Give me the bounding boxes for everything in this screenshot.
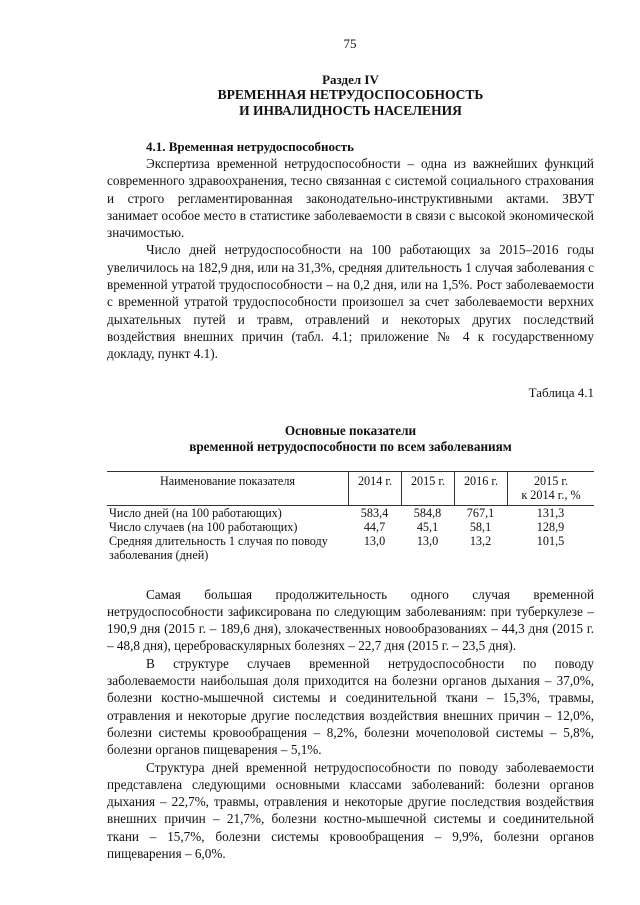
section-title-line-2: И ИНВАЛИДНОСТЬ НАСЕЛЕНИЯ	[239, 103, 462, 118]
table-cell: 13,0	[363, 533, 386, 548]
table-header-cell	[507, 471, 594, 506]
table-cell: 101,5	[536, 533, 565, 548]
table-header-cell: 2016 г.	[454, 471, 507, 506]
table-cell: 131,3	[536, 505, 565, 520]
subsection-title: 4.1. Временная нетрудоспособность	[146, 139, 354, 154]
table-title-line-1: Основные показатели	[284, 422, 417, 438]
table-cell: Число случаев (на 100 работающих)	[109, 519, 298, 534]
table-cell: 45,1	[416, 519, 439, 534]
section-label: Раздел IV	[322, 72, 379, 87]
table-row	[107, 534, 594, 562]
table-title-line-2: временной нетрудоспособности по всем заболеваниям	[189, 438, 512, 454]
table-header-line: к 2014 г., %	[521, 487, 581, 502]
indicators-table	[107, 471, 594, 562]
table-cell: 584,8	[413, 505, 442, 520]
table-cell: 44,7	[363, 519, 386, 534]
table-cell: 767,1	[466, 505, 495, 520]
table-header-cell: Наименование показателя	[107, 471, 348, 506]
table-cell: 583,4	[360, 505, 389, 520]
paragraph: Экспертиза временной нетрудоспособности – одна из важнейших функций современного здравоохранения, тесно связанная с системой социального страхования и строго регламентированная законодательно-инструктивными актами. ЗВУТ занимает особое место в статистике заболеваемости в связи с высокой экономической значимостью.	[107, 156, 594, 241]
table-cell: Число дней (на 100 работающих)	[109, 505, 282, 520]
table-cell: Средняя длительность 1 случая по поводу заболевания (дней)	[109, 533, 328, 562]
document-page	[107, 36, 594, 862]
table-header-row	[107, 471, 594, 506]
paragraph: В структуре случаев временной нетрудоспособности по поводу заболеваемости наибольшая доля приходится на болезни органов дыхания – 37,0%, болезни костно-мышечной системы и соединительной ткани – 15,3%, травмы, отравления и некоторые другие последствия воздействия внешних причин – 12,0%, болезни системы кровообращения – 8,2%, болезни мочеполовой системы – 5,8%, болезни органов пищеварения – 5,1%.	[107, 655, 594, 758]
paragraph: Структура дней временной нетрудоспособности по поводу заболеваемости представлена следующими основными классами заболеваний: болезни органов дыхания – 22,7%, травмы, отравления и некоторые другие последствия воздействия внешних причин – 21,7%, болезни костно-мышечной системы и соединительной ткани – 15,7%, болезни системы кровообращения – 9,9%, болезни органов пищеварения – 6,0%.	[107, 759, 594, 862]
text-after-table	[107, 586, 594, 863]
section-title-line-1: ВРЕМЕННАЯ НЕТРУДОСПОСОБНОСТЬ	[217, 87, 484, 102]
paragraph: Самая большая продолжительность одного случая временной нетрудоспособности зафиксирована по следующим заболеваниям: при туберкулезе – 190,9 дня (2015 г. – 189,6 дня), злокачественных новообразованиях – 44,3 дня (2015 г. – 48,8 дня), цереброваскулярных болезнях – 22,7 дня (2015 г. – 23,5 дня).	[107, 586, 594, 654]
table-header-cell: 2015 г.	[401, 471, 454, 506]
paragraph: Число дней нетрудоспособности на 100 работающих за 2015–2016 годы увеличилось на 182,9 дня, или на 31,3%, средняя длительность 1 случая заболевания с временной утратой трудоспособности – на 0,2 дня, или на 1,5%. Рост заболеваемости с временной утратой трудоспособности произошел за счет заболеваемости верхних дыхательных путей и травм, отравлений и некоторых других последствий воздействия внешних причин (табл. 4.1; приложение № 4 к государственному докладу, пункт 4.1).	[107, 242, 594, 362]
table-cell: 58,1	[469, 519, 492, 534]
table-title	[107, 423, 594, 455]
table-row	[107, 520, 594, 534]
table-row	[107, 506, 594, 520]
table-header-line: 2015 г.	[533, 473, 569, 488]
table-label: Таблица 4.1	[528, 384, 594, 400]
table-cell: 128,9	[536, 519, 565, 534]
table-cell: 13,0	[416, 533, 439, 548]
table-header-cell: 2014 г.	[348, 471, 401, 506]
section-title	[107, 87, 594, 119]
page-number: 75	[343, 36, 357, 51]
table-cell: 13,2	[469, 533, 492, 548]
